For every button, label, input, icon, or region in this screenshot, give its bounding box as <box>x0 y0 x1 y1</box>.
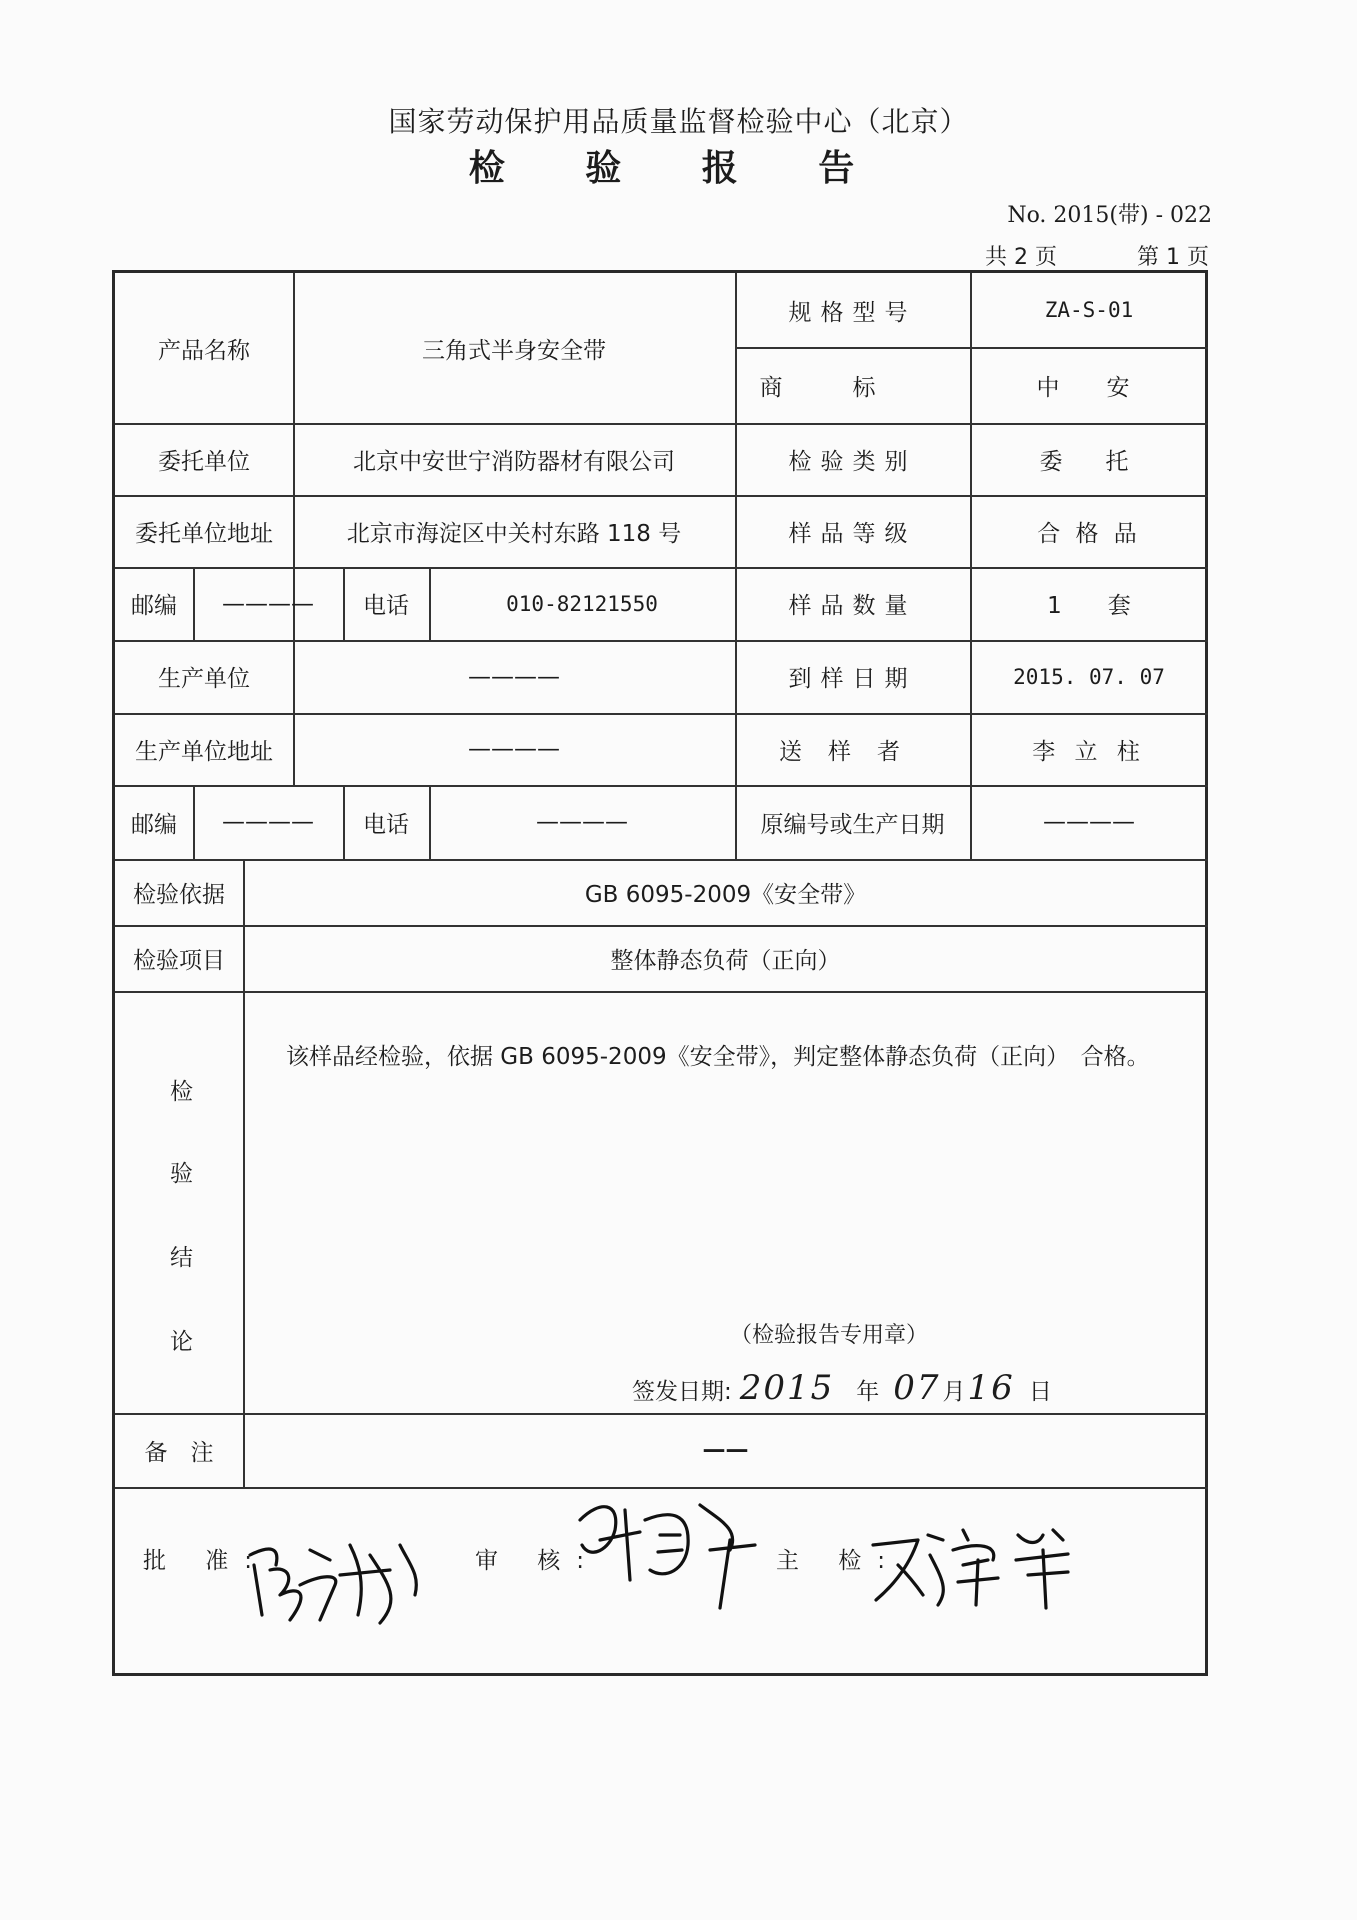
sender-value: 李 立 柱 <box>1032 738 1146 765</box>
postcode-label: 邮编 <box>131 593 177 619</box>
postcode2-value: ———— <box>222 809 314 835</box>
sample-quantity-label: 样品数量 <box>788 593 917 619</box>
remark-value: —— <box>702 1437 749 1463</box>
approve-label: 批 准: <box>143 1548 269 1574</box>
issue-month-unit: 月 <box>942 1379 966 1405</box>
inspection-type-label: 检验类别 <box>788 448 917 475</box>
producer-label: 生产单位 <box>158 666 250 692</box>
phone2-value: ———— <box>536 809 628 835</box>
client-address-value: 北京市海淀区中关村东路 118 号 <box>346 520 682 547</box>
issue-day-unit: 日 <box>1028 1379 1052 1405</box>
brand-value: 中 安 <box>1036 374 1142 401</box>
issue-date-label: 签发日期: <box>632 1379 732 1405</box>
seal-note: （检验报告专用章） <box>730 1323 929 1348</box>
product-name-label: 产品名称 <box>158 337 250 364</box>
main-inspector-label: 主 检: <box>776 1548 902 1574</box>
issue-date <box>632 1368 1052 1408</box>
basis-label: 检验依据 <box>133 881 225 908</box>
brand-label <box>735 347 970 423</box>
remark-label: 备 注 <box>144 1439 214 1466</box>
original-number-label: 原编号或生产日期 <box>760 811 945 838</box>
conclusion-label-char: 论 <box>170 1329 193 1355</box>
client-label: 委托单位 <box>158 448 250 475</box>
issue-year-unit: 年 <box>856 1379 880 1405</box>
basis-value: GB 6095-2009《安全带》 <box>584 881 867 908</box>
postcode2-label: 邮编 <box>131 811 177 838</box>
rule <box>115 991 1208 993</box>
issue-year: 2015 <box>739 1368 835 1408</box>
reviewer-signature <box>570 1490 770 1610</box>
approver-signature <box>240 1525 430 1625</box>
review-label: 审 核: <box>475 1548 601 1574</box>
phone2-label: 电话 <box>363 811 409 838</box>
postcode-value: ———— <box>222 590 314 617</box>
item-label: 检验项目 <box>133 947 225 974</box>
arrival-date-label: 到样日期 <box>788 666 917 692</box>
producer-value: ———— <box>468 663 560 690</box>
rule <box>115 1487 1208 1489</box>
product-name-value: 三角式半身安全带 <box>422 337 606 364</box>
issue-month: 07 <box>893 1368 941 1408</box>
brand-label-text: 商标 <box>759 374 946 401</box>
client-address-label: 委托单位地址 <box>135 520 273 547</box>
report-table <box>112 270 1208 1676</box>
producer-address-value: ———— <box>468 736 560 762</box>
conclusion-label-char: 结 <box>170 1245 193 1271</box>
conclusion-label-char: 检 <box>170 1079 193 1105</box>
sample-quantity-value: 1 套 <box>1047 593 1131 619</box>
report-number: No. 2015(带) - 022 <box>1007 203 1212 228</box>
sample-grade-label: 样品等级 <box>788 520 917 547</box>
conclusion-text: 该样品经检验，依据 GB 6095-2009《安全带》，判定整体静态负荷（正向） 合格。 <box>286 1044 1150 1070</box>
inspector-signature <box>868 1520 1098 1610</box>
phone-label: 电话 <box>363 593 409 619</box>
page-current: 第 1 页 <box>1137 245 1209 270</box>
arrival-date-value: 2015. 07. 07 <box>1013 664 1165 689</box>
inspection-type-value: 委 托 <box>1039 448 1139 475</box>
organization-name: 国家劳动保护用品质量监督检验中心（北京） <box>388 105 969 138</box>
report-title: 检 验 报 告 <box>468 148 889 189</box>
client-value: 北京中安世宁消防器材有限公司 <box>353 448 675 475</box>
producer-address-label: 生产单位地址 <box>135 738 273 765</box>
sender-label: 送样者 <box>779 738 926 765</box>
phone-value: 010-82121550 <box>506 591 658 616</box>
issue-day: 16 <box>967 1368 1015 1408</box>
spec-value: ZA-S-01 <box>1044 298 1134 322</box>
spec-label: 规格型号 <box>788 299 917 326</box>
item-value: 整体静态负荷（正向） <box>610 947 841 974</box>
original-number-value: ———— <box>1043 809 1135 835</box>
conclusion-label-char: 验 <box>170 1161 193 1187</box>
page-count: 共 2 页 <box>985 245 1057 270</box>
sample-grade-value: 合 格 品 <box>1037 520 1141 547</box>
